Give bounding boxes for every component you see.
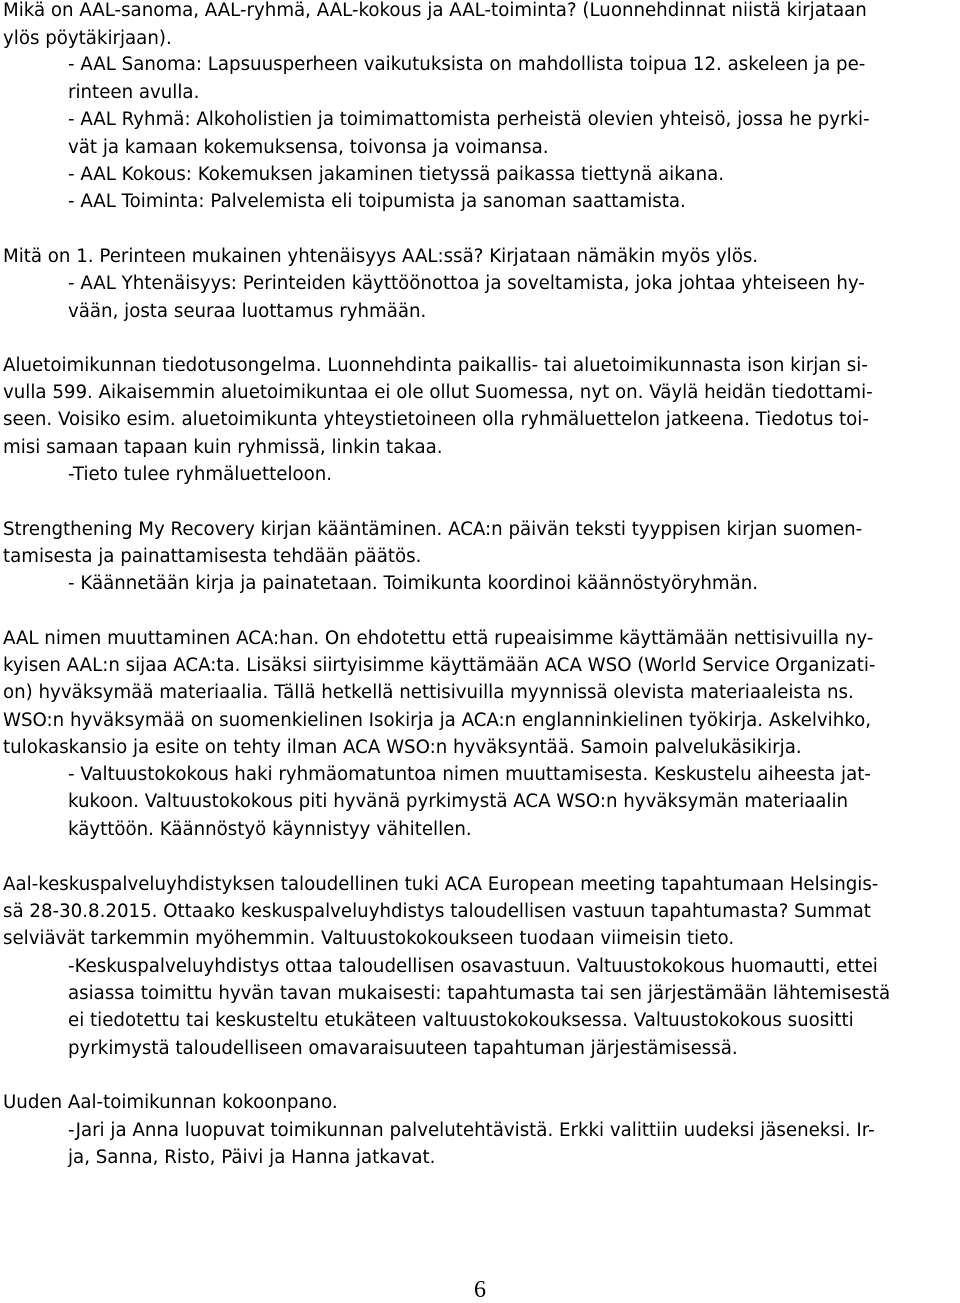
text-line: vulla 599. Aikaisemmin aluetoimikuntaa ei ole ollut Suomessa, nyt on. Väylä heidän tiedottami- — [3, 382, 873, 403]
text-line: -Keskuspalveluyhdistys ottaa taloudellisen osavastuun. Valtuustokokous huomautti, ettei — [68, 956, 878, 977]
text-line: - AAL Yhtenäisyys: Perinteiden käyttöönottoa ja soveltamista, joka johtaa yhteiseen hy- — [68, 273, 865, 294]
text-line: Strengthening My Recovery kirjan kääntäminen. ACA:n päivän teksti tyyppisen kirjan suomen- — [3, 519, 863, 540]
text-line: - Käännetään kirja ja painatetaan. Toimikunta koordinoi käännöstyöryhmän. — [68, 573, 759, 594]
text-line: asiassa toimittu hyvän tavan mukaisesti: tapahtumasta tai sen järjestämään lähtemisestä — [68, 983, 891, 1004]
text-line: - AAL Ryhmä: Alkoholistien ja toimimattomista perheistä olevien yhteisö, jossa he pyrki- — [68, 109, 870, 130]
text-line: sä 28-30.8.2015. Ottaako keskuspalveluyhdistys taloudellisen vastuun tapahtumasta? Summat — [3, 901, 871, 922]
text-line: kyisen AAL:n sijaa ACA:ta. Lisäksi siirtyisimme käyttämään ACA WSO (World Service Organizati- — [3, 655, 876, 676]
text-line: rinteen avulla. — [68, 82, 200, 103]
text-line: Mikä on AAL-sanoma, AAL-ryhmä, AAL-kokous ja AAL-toiminta? (Luonnehdinnat niistä kirjataan — [3, 0, 867, 21]
text-line: vät ja kamaan kokemuksensa, toivonsa ja voimansa. — [68, 137, 549, 158]
text-line: misi samaan tapaan kuin ryhmissä, linkin takaa. — [3, 437, 443, 458]
text-line: selviävät tarkemmin myöhemmin. Valtuustokokoukseen tuodaan viimeisin tieto. — [3, 928, 735, 949]
text-line: ja, Sanna, Risto, Päivi ja Hanna jatkavat. — [68, 1147, 436, 1168]
text-line: - AAL Toiminta: Palvelemista eli toipumista ja sanoman saattamista. — [68, 191, 686, 212]
text-line: ylös pöytäkirjaan). — [3, 28, 172, 49]
text-line: -Tieto tulee ryhmäluetteloon. — [68, 464, 333, 485]
text-line: seen. Voisiko esim. aluetoimikunta yhteystietoineen olla ryhmäluettelon jatkeena. Tiedotus toi- — [3, 409, 869, 430]
text-line: WSO:n hyväksymää on suomenkielinen Isokirja ja ACA:n englanninkielinen työkirja. Askelvihko, — [3, 710, 872, 731]
text-line: Uuden Aal-toimikunnan kokoonpano. — [3, 1092, 338, 1113]
text-line: ei tiedotettu tai keskusteltu etukäteen valtuustokokouksessa. Valtuustokokous suositti — [68, 1010, 854, 1031]
text-line: käyttöön. Käännöstyö käynnistyy vähitellen. — [68, 819, 472, 840]
text-line: Aal-keskuspalveluyhdistyksen taloudellinen tuki ACA European meeting tapahtumaan Helsingis- — [3, 874, 879, 895]
text-line: kukoon. Valtuustokokous piti hyvänä pyrkimystä ACA WSO:n hyväksymän materiaalin — [68, 791, 849, 812]
text-line: tulokaskansio ja esite on tehty ilman ACA WSO:n hyväksyntää. Samoin palvelukäsikirja. — [3, 737, 802, 758]
text-line: - Valtuustokokous haki ryhmäomatuntoa nimen muuttamisesta. Keskustelu aiheesta jat- — [68, 764, 871, 785]
text-line: pyrkimystä taloudelliseen omavaraisuuteen tapahtuman järjestämisessä. — [68, 1038, 738, 1059]
text-line: vään, josta seuraa luottamus ryhmään. — [68, 301, 427, 322]
text-line: - AAL Sanoma: Lapsuusperheen vaikutuksista on mahdollista toipua 12. askeleen ja pe- — [68, 54, 866, 75]
text-line: tamisesta ja painattamisesta tehdään päätös. — [3, 546, 422, 567]
text-line: Mitä on 1. Perinteen mukainen yhtenäisyys AAL:ssä? Kirjataan nämäkin myös ylös. — [3, 246, 759, 267]
page-number: 6 — [474, 1277, 486, 1303]
text-line: - AAL Kokous: Kokemuksen jakaminen tietyssä paikassa tiettynä aikana. — [68, 164, 725, 185]
text-line: on) hyväksymää materiaalia. Tällä hetkellä nettisivuilla myynnissä olevista materiaaleista ns. — [3, 682, 854, 703]
text-line: AAL nimen muuttaminen ACA:han. On ehdotettu että rupeaisimme käyttämään nettisivuilla ny- — [3, 628, 874, 649]
text-line: Aluetoimikunnan tiedotusongelma. Luonnehdinta paikallis- tai aluetoimikunnasta ison kirjan si- — [3, 355, 868, 376]
text-line: -Jari ja Anna luopuvat toimikunnan palvelutehtävistä. Erkki valittiin uudeksi jäseneksi. Ir- — [68, 1120, 875, 1141]
